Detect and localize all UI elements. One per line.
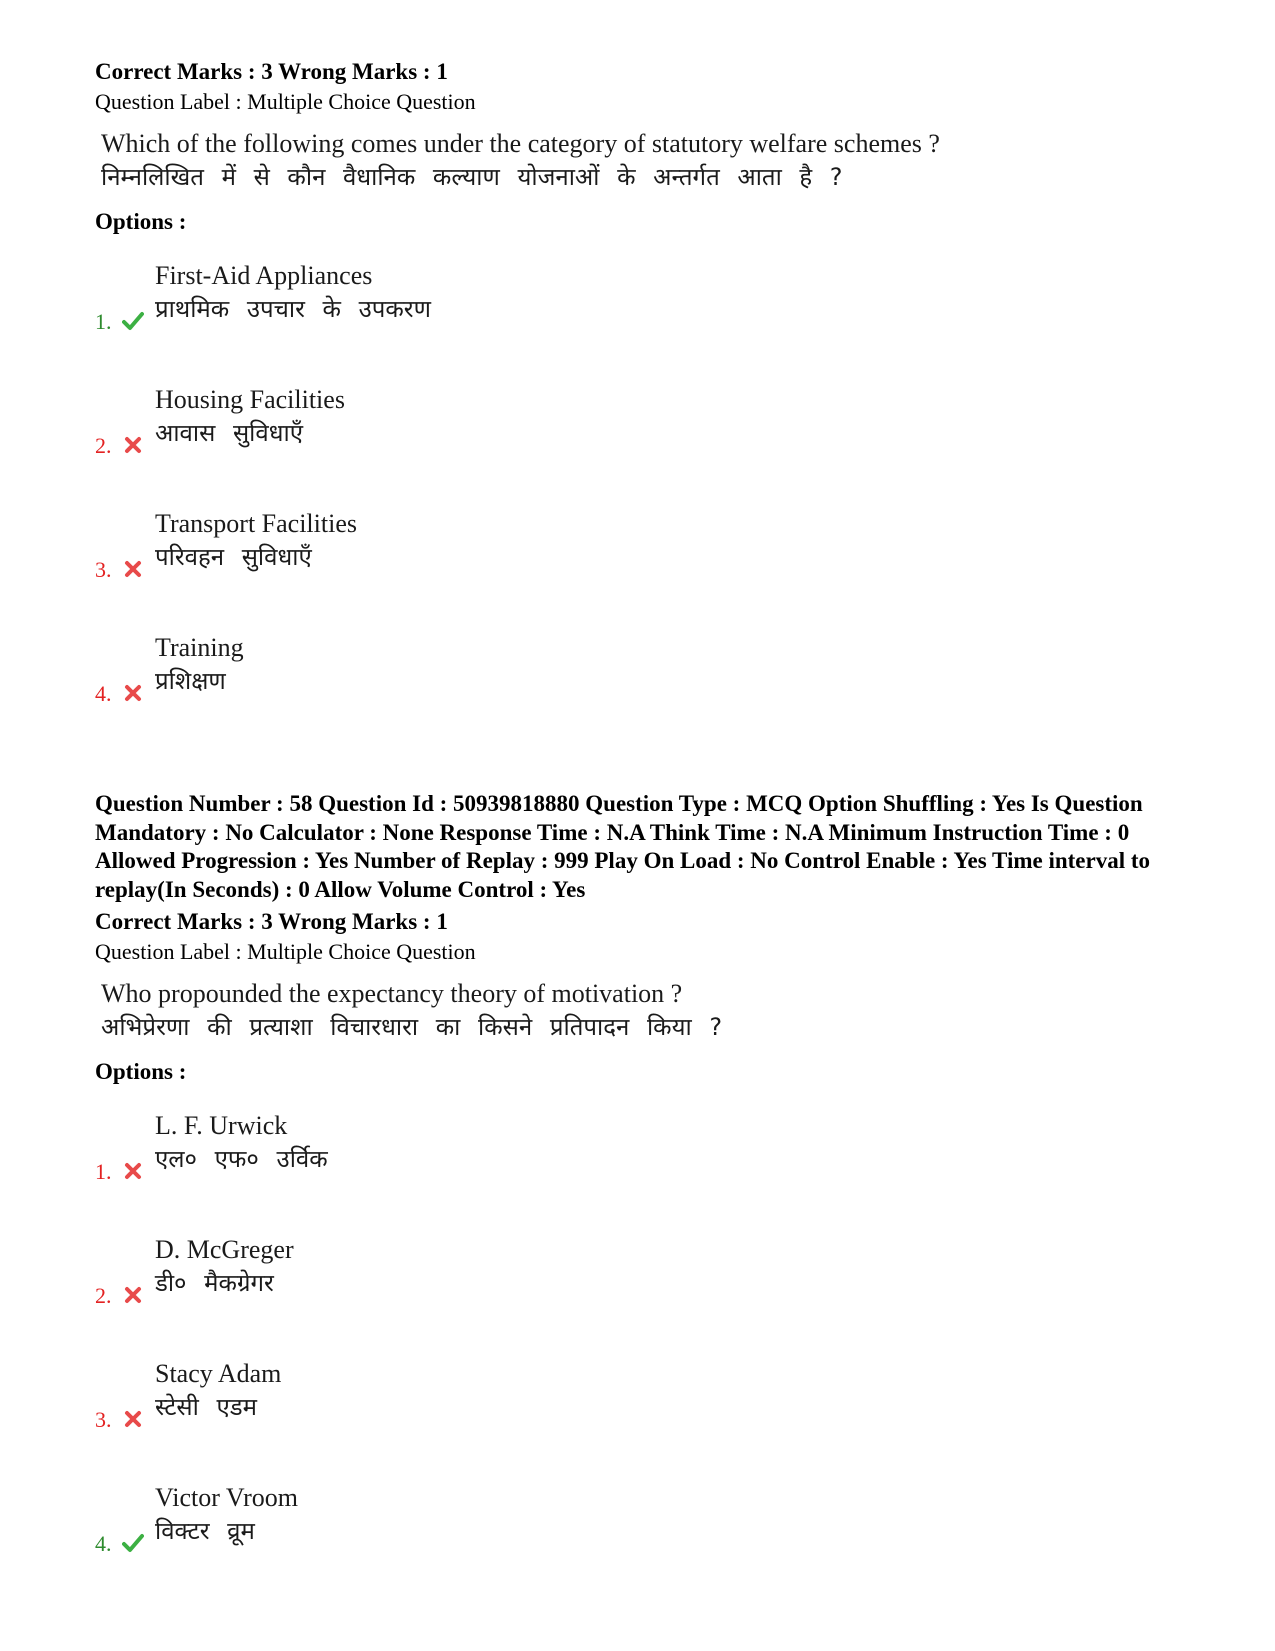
cross-icon [122,1284,144,1306]
option-item [95,618,1205,742]
option-text [155,1234,294,1300]
option-text-hindi: प्रशिक्षण [155,667,226,695]
cross-icon [122,682,144,704]
option-number: 1. [95,309,112,334]
option-text-english: D. McGreger [155,1235,294,1264]
option-text-english: L. F. Urwick [155,1111,288,1140]
option-number: 4. [95,681,112,706]
question-block [95,58,1205,742]
cross-icon [122,434,144,456]
option-text-hindi: विक्टर व्रूम [155,1517,255,1545]
option-text-hindi: डी० मैकग्रेगर [155,1269,274,1297]
option-item [95,1220,1205,1344]
question-text [95,128,1205,194]
question-text [95,978,1205,1044]
option-item [95,246,1205,370]
question-text-hindi: निम्नलिखित में से कौन वैधानिक कल्याण योजनाओं के अन्तर्गत आता है ? [101,163,843,191]
question-text-hindi: अभिप्रेरणा की प्रत्याशा विचारधारा का किसने प्रतिपादन किया ? [101,1013,723,1041]
option-number: 4. [95,1531,112,1556]
cross-icon [122,558,144,580]
option-text-english: First-Aid Appliances [155,261,373,290]
option-item [95,1096,1205,1220]
option-text [155,260,431,326]
option-number: 3. [95,1407,112,1432]
cross-icon [122,1408,144,1430]
option-text-english: Housing Facilities [155,385,345,414]
option-number: 3. [95,557,112,582]
option-text-hindi: परिवहन सुविधाएँ [155,543,312,571]
option-item [95,1344,1205,1468]
option-item [95,1468,1205,1592]
question-label: Question Label : Multiple Choice Question [95,89,476,114]
check-icon [122,310,144,332]
options-label: Options : [95,1059,187,1084]
option-text [155,384,345,450]
options-label: Options : [95,209,187,234]
option-number: 2. [95,1283,112,1308]
options-list [95,1096,1205,1592]
option-text [155,1110,328,1176]
option-text [155,632,244,698]
option-text-hindi: प्राथमिक उपचार के उपकरण [155,295,431,323]
check-icon [122,1532,144,1554]
option-text-hindi: स्टेसी एडम [155,1393,257,1421]
option-text-english: Training [155,633,244,662]
marks-line: Correct Marks : 3 Wrong Marks : 1 [95,909,448,934]
option-text [155,1358,281,1424]
options-list [95,246,1205,742]
option-number: 2. [95,433,112,458]
option-text-hindi: आवास सुविधाएँ [155,419,303,447]
marks-line: Correct Marks : 3 Wrong Marks : 1 [95,59,448,84]
question-label: Question Label : Multiple Choice Question [95,939,476,964]
option-text-hindi: एल० एफ० उर्विक [155,1145,328,1173]
cross-icon [122,1160,144,1182]
question-block [95,790,1205,1592]
question-text-english: Which of the following comes under the category of statutory welfare schemes ? [101,129,940,158]
option-text-english: Victor Vroom [155,1483,298,1512]
option-text-english: Stacy Adam [155,1359,282,1388]
question-text-english: Who propounded the expectancy theory of motivation ? [101,979,683,1008]
option-text-english: Transport Facilities [155,509,357,538]
option-text [155,508,357,574]
option-item [95,494,1205,618]
question-metadata: Question Number : 58 Question Id : 50939818880 Question Type : MCQ Option Shuffling : Yes Is Question Mandatory : No Calculator : None Response Time : N.A Think Time : N.A Minimum Instruction Time : 0 Allowed Progression : Yes Number of Replay : 999 Play On Load : No Control Enable : Yes Time interval to replay(In Seconds) : 0 Allow Volume Control : Yes [95,791,1151,902]
option-item [95,370,1205,494]
option-number: 1. [95,1159,112,1184]
option-text [155,1482,298,1548]
